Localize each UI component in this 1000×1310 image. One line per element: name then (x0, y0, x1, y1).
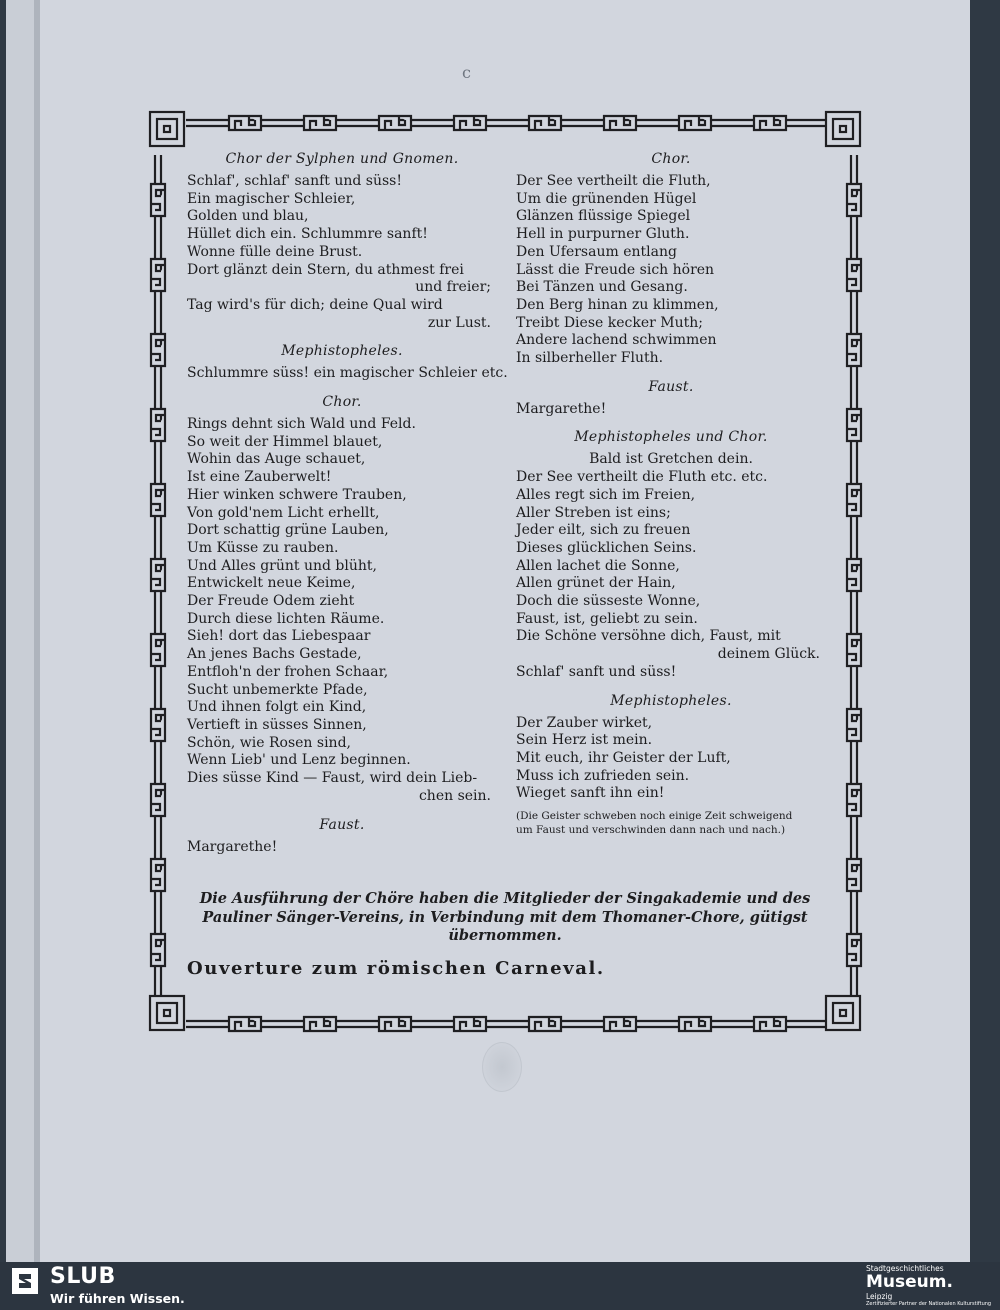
border-key-motif (847, 184, 861, 216)
verse-line: Von gold'nem Licht erhellt, (187, 504, 380, 521)
verse-block (516, 715, 826, 804)
overture-title: Ouverture zum römischen Carneval. (187, 958, 605, 979)
verse-line: Die Schöne versöhne dich, Faust, mit (516, 628, 781, 645)
viewer-footer-bar (0, 1262, 1000, 1310)
verse-line: Allen grünet der Hain, (516, 575, 676, 592)
speaker-heading: Mephistopheles. (610, 692, 732, 709)
verse-line: Entwickelt neue Keime, (187, 575, 356, 592)
verse-line: Wieget sanft ihn ein! (516, 785, 665, 802)
verse-line: deinem Glück. (717, 646, 820, 663)
verse-line: Schlummre süss! ein magischer Schleier etc. (187, 365, 508, 382)
verse-line: Ist eine Zauberwelt! (187, 469, 332, 486)
border-key-motif (151, 409, 165, 441)
verse-line: An jenes Bachs Gestade, (187, 646, 362, 663)
border-key-motif (847, 484, 861, 516)
museum-city: Leipzig (866, 1292, 893, 1301)
verse-line: Doch die süsseste Wonne, (516, 593, 701, 610)
border-key-motif (754, 116, 786, 130)
border-key-motif (229, 1017, 261, 1031)
border-key-motif (679, 1017, 711, 1031)
speaker-heading: Mephistopheles und Chor. (574, 429, 768, 446)
chorus-acknowledgement: Die Ausführung der Chöre haben die Mitglieder der Singakademie und des Pauliner Sänger-Vereins, in Verbindung mit dem Thomaner-Chore, gütigst übernommen. (199, 890, 811, 944)
museum-top-line: Stadtgeschichtliches (866, 1264, 944, 1273)
verse-line: Durch diese lichten Räume. (187, 610, 385, 627)
stage-direction-line: um Faust und verschwinden dann nach und nach.) (516, 824, 786, 837)
verse-line: Tag wird's für dich; deine Qual wird (187, 296, 443, 313)
border-key-motif (151, 259, 165, 291)
border-key-motif (151, 634, 165, 666)
verse-line: Um Küsse zu rauben. (187, 539, 339, 556)
verse-line: Mit euch, ihr Geister der Luft, (516, 749, 731, 766)
border-key-motif (604, 116, 636, 130)
verse-line: Wonne fülle deine Brust. (187, 243, 363, 260)
museum-name: Museum. (866, 1272, 953, 1292)
speaker-heading: Faust. (319, 816, 365, 833)
verse-line: Muss ich zufrieden sein. (516, 767, 690, 784)
verse-line: Andere lachend schwimmen (516, 332, 717, 349)
museum-logo[interactable] (866, 1264, 992, 1307)
verse-block (516, 451, 826, 681)
verse-block (516, 173, 826, 368)
border-key-motif (529, 1017, 561, 1031)
verse-line: Rings dehnt sich Wald und Feld. (187, 416, 416, 433)
verse-line: Schlaf' sanft und süss! (516, 663, 677, 680)
verse-line: Den Ufersaum entlang (516, 243, 677, 260)
border-key-motif (679, 116, 711, 130)
verse-block (187, 416, 497, 805)
museum-partner-tagline: Zertifizierter Partner der Nationalen Kulturstiftung (866, 1301, 992, 1307)
verse-line: Sein Herz ist mein. (516, 732, 653, 749)
verse-line: Und Alles grünt und blüht, (187, 557, 377, 574)
verse-line: Vertieft in süsses Sinnen, (187, 716, 367, 733)
border-key-motif (151, 184, 165, 216)
border-key-motif (847, 334, 861, 366)
border-key-motif (151, 934, 165, 966)
verse-line: Den Berg hinan zu klimmen, (516, 296, 719, 313)
verse-line: Schön, wie Rosen sind, (187, 734, 351, 751)
slub-logo-icon[interactable] (12, 1268, 38, 1294)
verse-line: Der Freude Odem zieht (187, 593, 355, 610)
verse-line: Jeder eilt, sich zu freuen (516, 522, 691, 539)
verse-block (187, 365, 508, 383)
verse-block (187, 173, 497, 332)
speaker-heading: Chor. (322, 394, 362, 411)
verse-line: Der See vertheilt die Fluth etc. etc. (516, 469, 768, 486)
verse-line: Bald ist Gretchen dein. (589, 451, 753, 468)
border-key-motif (151, 559, 165, 591)
verse-line: Alles regt sich im Freien, (516, 486, 696, 503)
verse-line: Golden und blau, (187, 208, 309, 225)
stage-direction (516, 809, 826, 837)
border-key-motif (847, 784, 861, 816)
verse-line: Entfloh'n der frohen Schaar, (187, 663, 389, 680)
border-key-motif (151, 859, 165, 891)
border-key-motif (304, 116, 336, 130)
verse-line: Treibt Diese kecker Muth; (516, 314, 703, 331)
stage-direction-line: (Die Geister schweben noch einige Zeit schweigend (516, 810, 793, 823)
border-key-motif (454, 1017, 486, 1031)
verse-line: Sieh! dort das Liebespaar (187, 628, 371, 645)
border-key-motif (847, 259, 861, 291)
verse-line: Wenn Lieb' und Lenz beginnen. (187, 752, 411, 769)
verse-line: Hell in purpurner Gluth. (516, 226, 690, 243)
border-key-motif (379, 116, 411, 130)
verse-block (516, 401, 826, 419)
border-key-motif (847, 559, 861, 591)
verse-line: Lässt die Freude sich hören (516, 261, 715, 278)
verse-line: Und ihnen folgt ein Kind, (187, 699, 367, 716)
slub-slogan: Wir führen Wissen. (50, 1291, 185, 1306)
verse-line: Bei Tänzen und Gesang. (516, 279, 688, 296)
verse-line: Hier winken schwere Trauben, (187, 486, 407, 503)
border-key-motif (304, 1017, 336, 1031)
verse-line: Glänzen flüssige Spiegel (516, 208, 691, 225)
border-key-motif (847, 634, 861, 666)
verse-line: Allen lachet die Sonne, (516, 557, 680, 574)
verse-line: Dort glänzt dein Stern, du athmest frei (187, 261, 464, 278)
left-text-column (187, 150, 508, 856)
verse-line: Der Zauber wirket, (516, 714, 653, 731)
border-key-motif (529, 116, 561, 130)
verse-line: Margarethe! (187, 838, 278, 855)
verse-line: Ein magischer Schleier, (187, 190, 356, 207)
verse-line: Dort schattig grüne Lauben, (187, 522, 389, 539)
border-key-motif (847, 859, 861, 891)
border-key-motif (151, 784, 165, 816)
right-text-column (516, 150, 826, 837)
speaker-heading: Chor der Sylphen und Gnomen. (225, 151, 459, 167)
border-key-motif (151, 709, 165, 741)
verse-line: und freier; (415, 279, 491, 296)
border-key-motif (454, 116, 486, 130)
verse-line: Um die grünenden Hügel (516, 190, 697, 207)
border-key-motif (151, 484, 165, 516)
verse-line: Dies süsse Kind — Faust, wird dein Lieb- (187, 770, 478, 787)
verse-line: Hüllet dich ein. Schlummre sanft! (187, 226, 428, 243)
verse-line: zur Lust. (427, 314, 491, 331)
verse-line: Dieses glücklichen Seins. (516, 539, 697, 556)
border-key-motif (847, 709, 861, 741)
verse-line: Aller Streben ist eins; (516, 504, 671, 521)
verse-line: In silberheller Fluth. (516, 350, 664, 367)
verse-line: Der See vertheilt die Fluth, (516, 173, 711, 189)
verse-line: Wohin das Auge schauet, (187, 451, 366, 468)
slub-name[interactable]: SLUB (50, 1264, 116, 1289)
verse-line: Margarethe! (516, 400, 607, 417)
border-key-motif (379, 1017, 411, 1031)
verse-block (187, 839, 497, 857)
library-blind-stamp (482, 1042, 522, 1092)
border-key-motif (847, 934, 861, 966)
verse-line: Schlaf', schlaf' sanft und süss! (187, 173, 402, 189)
verse-line: chen sein. (418, 787, 491, 804)
border-key-motif (754, 1017, 786, 1031)
border-key-motif (229, 116, 261, 130)
verse-line: Sucht unbemerkte Pfade, (187, 681, 368, 698)
speaker-heading: Mephistopheles. (281, 343, 403, 360)
border-key-motif (847, 409, 861, 441)
speaker-heading: Faust. (648, 378, 694, 395)
verse-line: So weit der Himmel blauet, (187, 433, 383, 450)
border-key-motif (151, 334, 165, 366)
border-key-motif (604, 1017, 636, 1031)
verse-line: Faust, ist, geliebt zu sein. (516, 610, 698, 627)
speaker-heading: Chor. (651, 151, 691, 167)
handwritten-mark: c (462, 63, 471, 82)
